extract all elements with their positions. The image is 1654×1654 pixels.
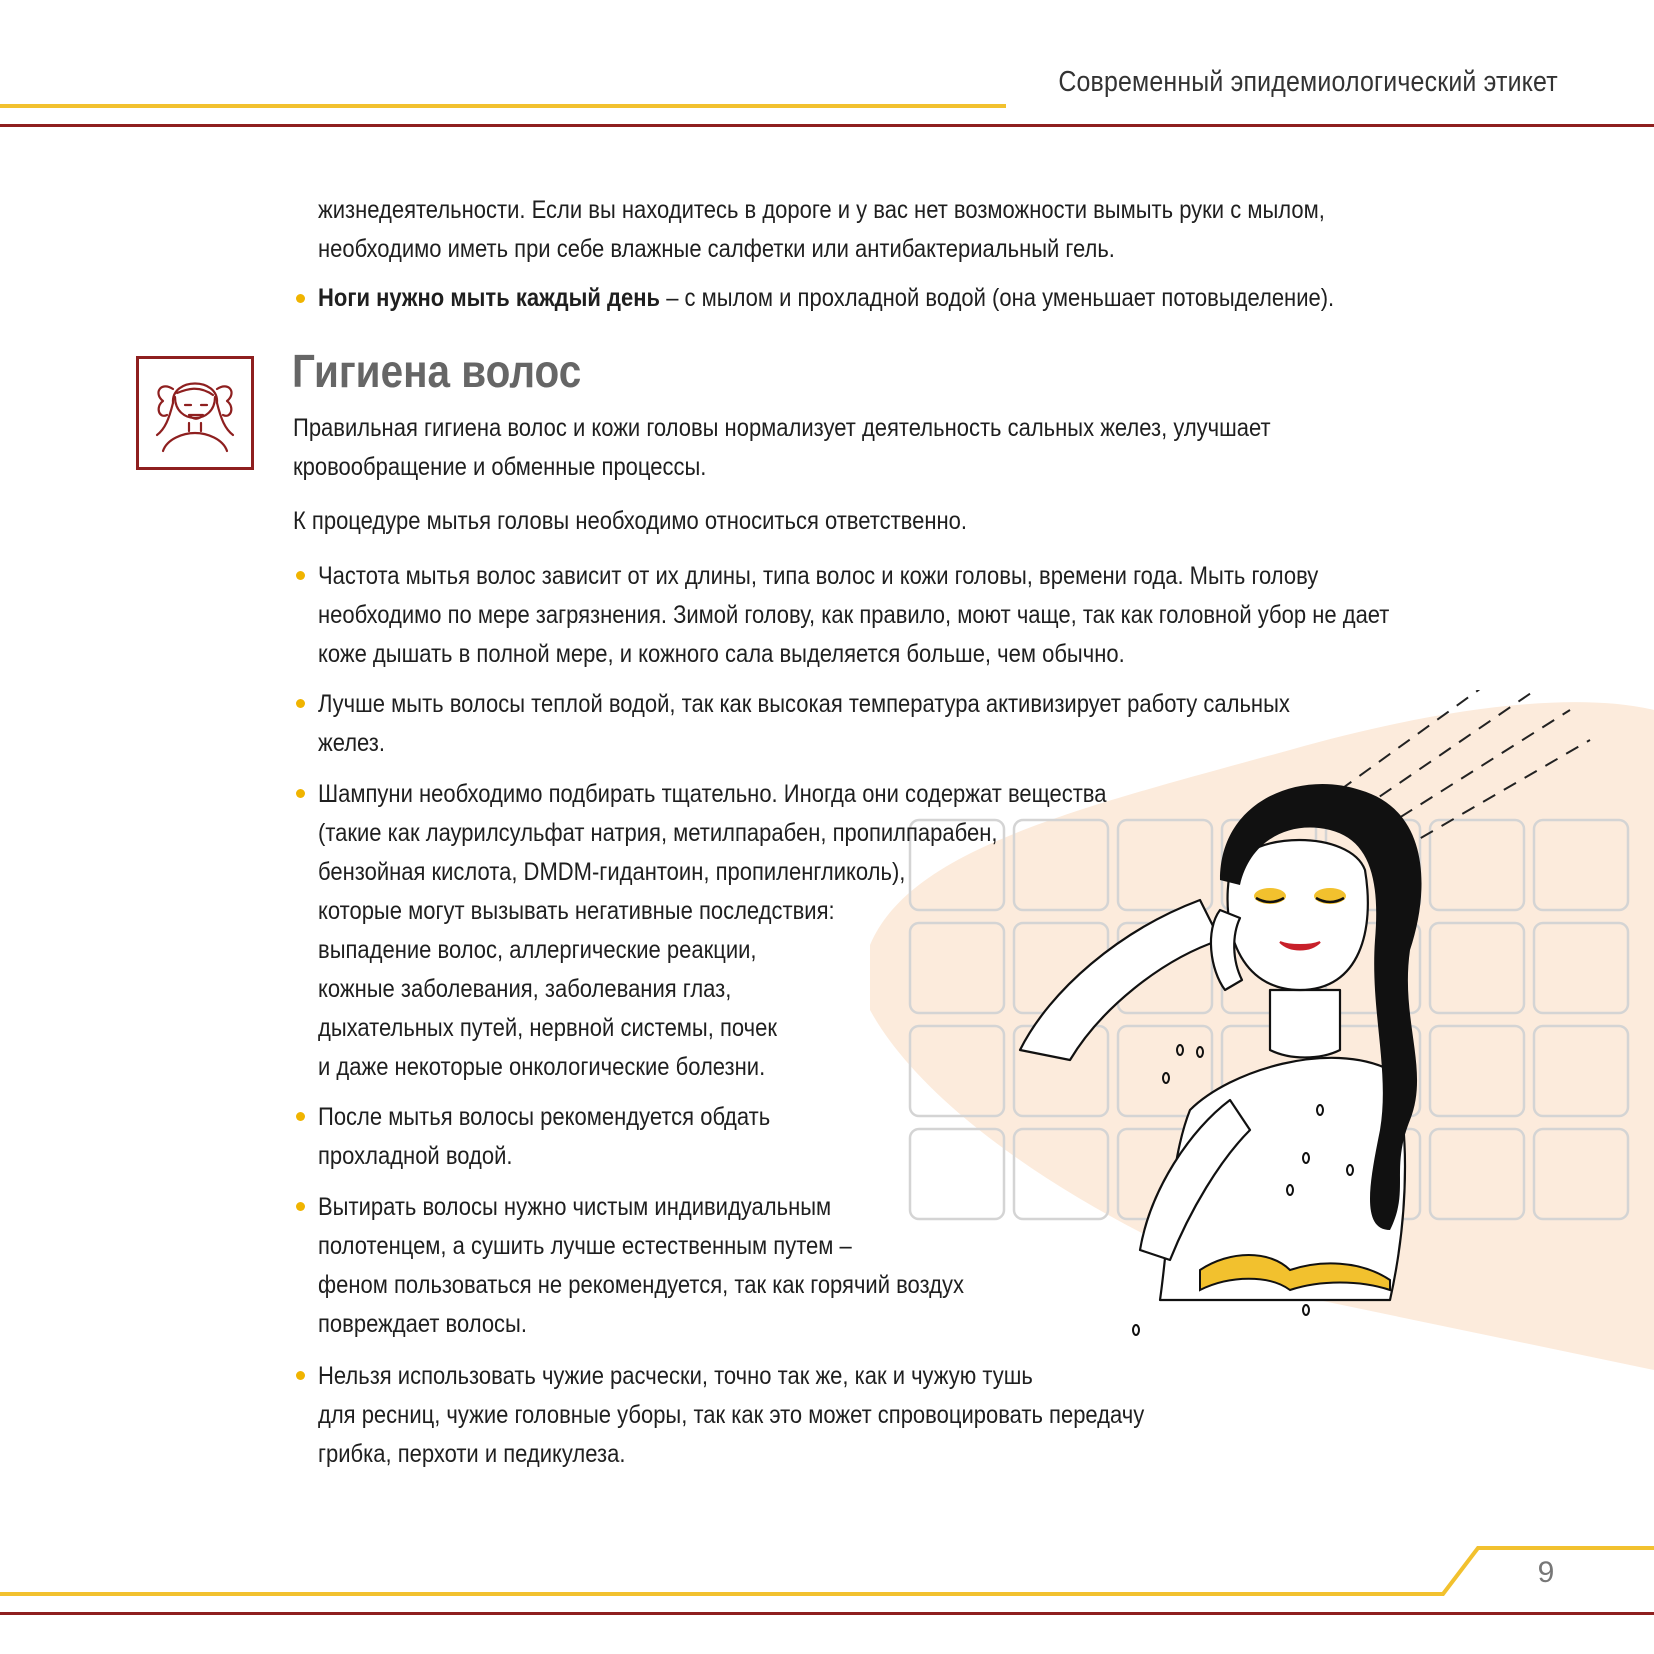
bullet-line: желез.: [318, 729, 386, 757]
feet-bold-text: Ноги нужно мыть каждый день: [318, 284, 661, 312]
feet-rest-text: – с мылом и прохладной водой (она уменьшает потовыделение).: [660, 284, 1335, 312]
bullet-item: [318, 1188, 964, 1344]
bullet-line: кожные заболевания, заболевания глаз,: [318, 975, 732, 1003]
intro-paragraph: [318, 191, 1325, 269]
bullet-item: [318, 685, 1290, 763]
footer-lines: [0, 1540, 1654, 1620]
girl-face-icon: [143, 363, 247, 463]
bullet-line: бензойная кислота, DMDM-гидантоин, пропиленгликоль),: [318, 858, 906, 886]
bullet-line: и даже некоторые онкологические болезни.: [318, 1053, 766, 1081]
bullet-dot: [296, 1202, 305, 1211]
page-number: 9: [1537, 1556, 1555, 1589]
intro-line: необходимо иметь при себе влажные салфетки или антибактериальный гель.: [318, 235, 1115, 263]
para-line: Правильная гигиена волос и кожи головы нормализует деятельность сальных желез, улучшает: [293, 414, 1271, 442]
bullet-line: повреждает волосы.: [318, 1310, 527, 1338]
intro-line: жизнедеятельности. Если вы находитесь в дороге и у вас нет возможности вымыть руки с мылом,: [318, 196, 1325, 224]
bullet-dot: [296, 1112, 305, 1121]
bullet-line: Вытирать волосы нужно чистым индивидуальным: [318, 1193, 832, 1221]
bullet-dot: [296, 294, 305, 303]
bullet-line: Лучше мыть волосы теплой водой, так как высокая температура активизирует работу сальных: [318, 690, 1290, 718]
bullet-line: выпадение волос, аллергические реакции,: [318, 936, 757, 964]
bullet-line: феном пользоваться не рекомендуется, так как горячий воздух: [318, 1271, 964, 1299]
bullet-item: [318, 557, 1389, 674]
bullet-line: необходимо по мере загрязнения. Зимой голову, как правило, моют чаще, так как головной убор не дает: [318, 601, 1390, 629]
bullet-line: Шампуни необходимо подбирать тщательно. Иногда они содержат вещества: [318, 780, 1107, 808]
section-icon-box: [136, 356, 254, 470]
bullet-line: которые могут вызывать негативные последствия:: [318, 897, 835, 925]
bullet-line: для ресниц, чужие головные уборы, так как это может спровоцировать передачу: [318, 1401, 1145, 1429]
bullet-line: полотенцем, а сушить лучше естественным путем –: [318, 1232, 852, 1260]
header-red-line: [0, 124, 1654, 127]
section-paragraph-2: [293, 502, 967, 541]
section-paragraph-1: [293, 409, 1271, 487]
header-yellow-line: [0, 104, 1006, 108]
para-line: К процедуре мытья головы необходимо относиться ответственно.: [293, 507, 967, 535]
bullet-line: дыхательных путей, нервной системы, почек: [318, 1014, 777, 1042]
bullet-dot: [296, 699, 305, 708]
bullet-line: После мытья волосы рекомендуется обдать: [318, 1103, 771, 1131]
bullet-dot: [296, 571, 305, 580]
bullet-dot: [296, 789, 305, 798]
bullet-item: [318, 1357, 1144, 1474]
bullet-line: Нельзя использовать чужие расчески, точно так же, как и чужую тушь: [318, 1362, 1033, 1390]
bullet-line: грибка, перхоти и педикулеза.: [318, 1440, 626, 1468]
bullet-item: [318, 775, 1106, 1087]
para-line: кровообращение и обменные процессы.: [293, 453, 707, 481]
bullet-line: прохладной водой.: [318, 1142, 513, 1170]
bullet-line: коже дышать в полной мере, и кожного сала выделяется больше, чем обычно.: [318, 640, 1125, 668]
section-title: Гигиена волос: [292, 345, 582, 397]
header-title: Современный эпидемиологический этикет: [1058, 66, 1558, 98]
feet-bullet: [318, 279, 1334, 318]
bullet-line: (такие как лаурилсульфат натрия, метилпарабен, пропилпарабен,: [318, 819, 998, 847]
bullet-dot: [296, 1371, 305, 1380]
bullet-line: Частота мытья волос зависит от их длины, типа волос и кожи головы, времени года. Мыть голову: [318, 562, 1319, 590]
bullet-item: [318, 1098, 770, 1176]
